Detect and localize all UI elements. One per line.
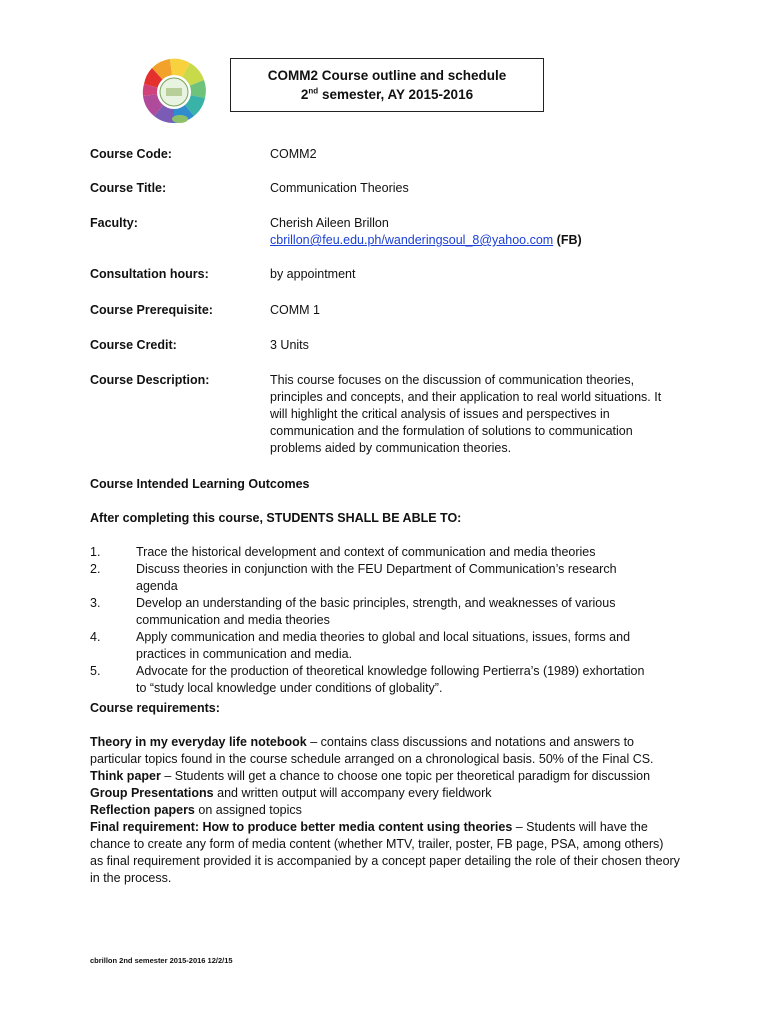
page-footer: cbrillon 2nd semester 2015-2016 12/2/15 xyxy=(90,956,233,965)
credit-value: 3 Units xyxy=(270,338,309,352)
faculty-email-suffix: (FB) xyxy=(553,233,582,247)
outcomes-intro: After completing this course, STUDENTS SHALL BE ABLE TO: xyxy=(90,511,462,525)
outcome-item: 2. Discuss theories in conjunction with the FEU Department of Communication’s research agenda xyxy=(90,562,617,593)
credit-label: Course Credit: xyxy=(90,338,177,352)
prerequisite-value: COMM 1 xyxy=(270,303,320,317)
outcome-item: 3. Develop an understanding of the basic principles, strength, and weaknesses of various communication and media theories xyxy=(90,596,616,627)
faculty-name: Cherish Aileen Brillon xyxy=(270,216,389,230)
course-title-value: Communication Theories xyxy=(270,181,409,195)
document-subtitle: 2nd semester, AY 2015-2016 xyxy=(300,86,474,102)
consultation-value: by appointment xyxy=(270,267,356,281)
requirement-final: Final requirement: How to produce better media content using theories – Students will have the chance to create any form of media content (whether MTV, trailer, poster, FB page, PSA, among others) as final requirement provided it is accompanied by a concept paper detailing the role of their chosen theory in the process. xyxy=(90,820,680,885)
requirements-list xyxy=(90,734,680,887)
document-title-box xyxy=(230,58,544,112)
university-seal-logo xyxy=(140,52,212,132)
faculty-label: Faculty: xyxy=(90,216,138,230)
prerequisite-label: Course Prerequisite: xyxy=(90,303,213,317)
requirement-notebook: Theory in my everyday life notebook – contains class discussions and notations and answers to particular topics found in the course schedule arranged on a chronological basis. 50% of the Final CS. xyxy=(90,735,654,766)
outcomes-list xyxy=(90,544,650,697)
requirement-reflection-papers: Reflection papers on assigned topics xyxy=(90,803,302,817)
document-title: COMM2 Course outline and schedule xyxy=(267,68,507,83)
requirement-group-presentations: Group Presentations and written output will accompany every fieldwork xyxy=(90,786,492,800)
course-title-label: Course Title: xyxy=(90,181,167,195)
description-label: Course Description: xyxy=(90,373,210,387)
consultation-label: Consultation hours: xyxy=(90,267,209,281)
course-code-value: COMM2 xyxy=(270,147,317,161)
requirements-heading: Course requirements: xyxy=(90,701,220,715)
course-code-label: Course Code: xyxy=(90,147,172,161)
outcome-item: 5. Advocate for the production of theoretical knowledge following Pertierra’s (1989) exhortation to “study local knowledge under conditions of globality”. xyxy=(90,664,645,695)
description-value: This course focuses on the discussion of communication theories, principles and concepts, and their application to real world situations. It will highlight the critical analysis of issues and perspectives in communication and the formulation of solutions to communication problems aided by communication theories. xyxy=(270,373,662,455)
faculty-email-link[interactable]: cbrillon@feu.edu.ph/wanderingsoul_8@yahoo.com xyxy=(270,233,554,247)
outcomes-heading: Course Intended Learning Outcomes xyxy=(90,477,310,491)
outcome-item: 4. Apply communication and media theories to global and local situations, issues, forms and practices in communication and media. xyxy=(90,630,631,661)
outcome-item: 1. Trace the historical development and context of communication and media theories xyxy=(90,545,596,559)
requirement-think-paper: Think paper – Students will get a chance to choose one topic per theoretical paradigm for discussion xyxy=(90,769,651,783)
